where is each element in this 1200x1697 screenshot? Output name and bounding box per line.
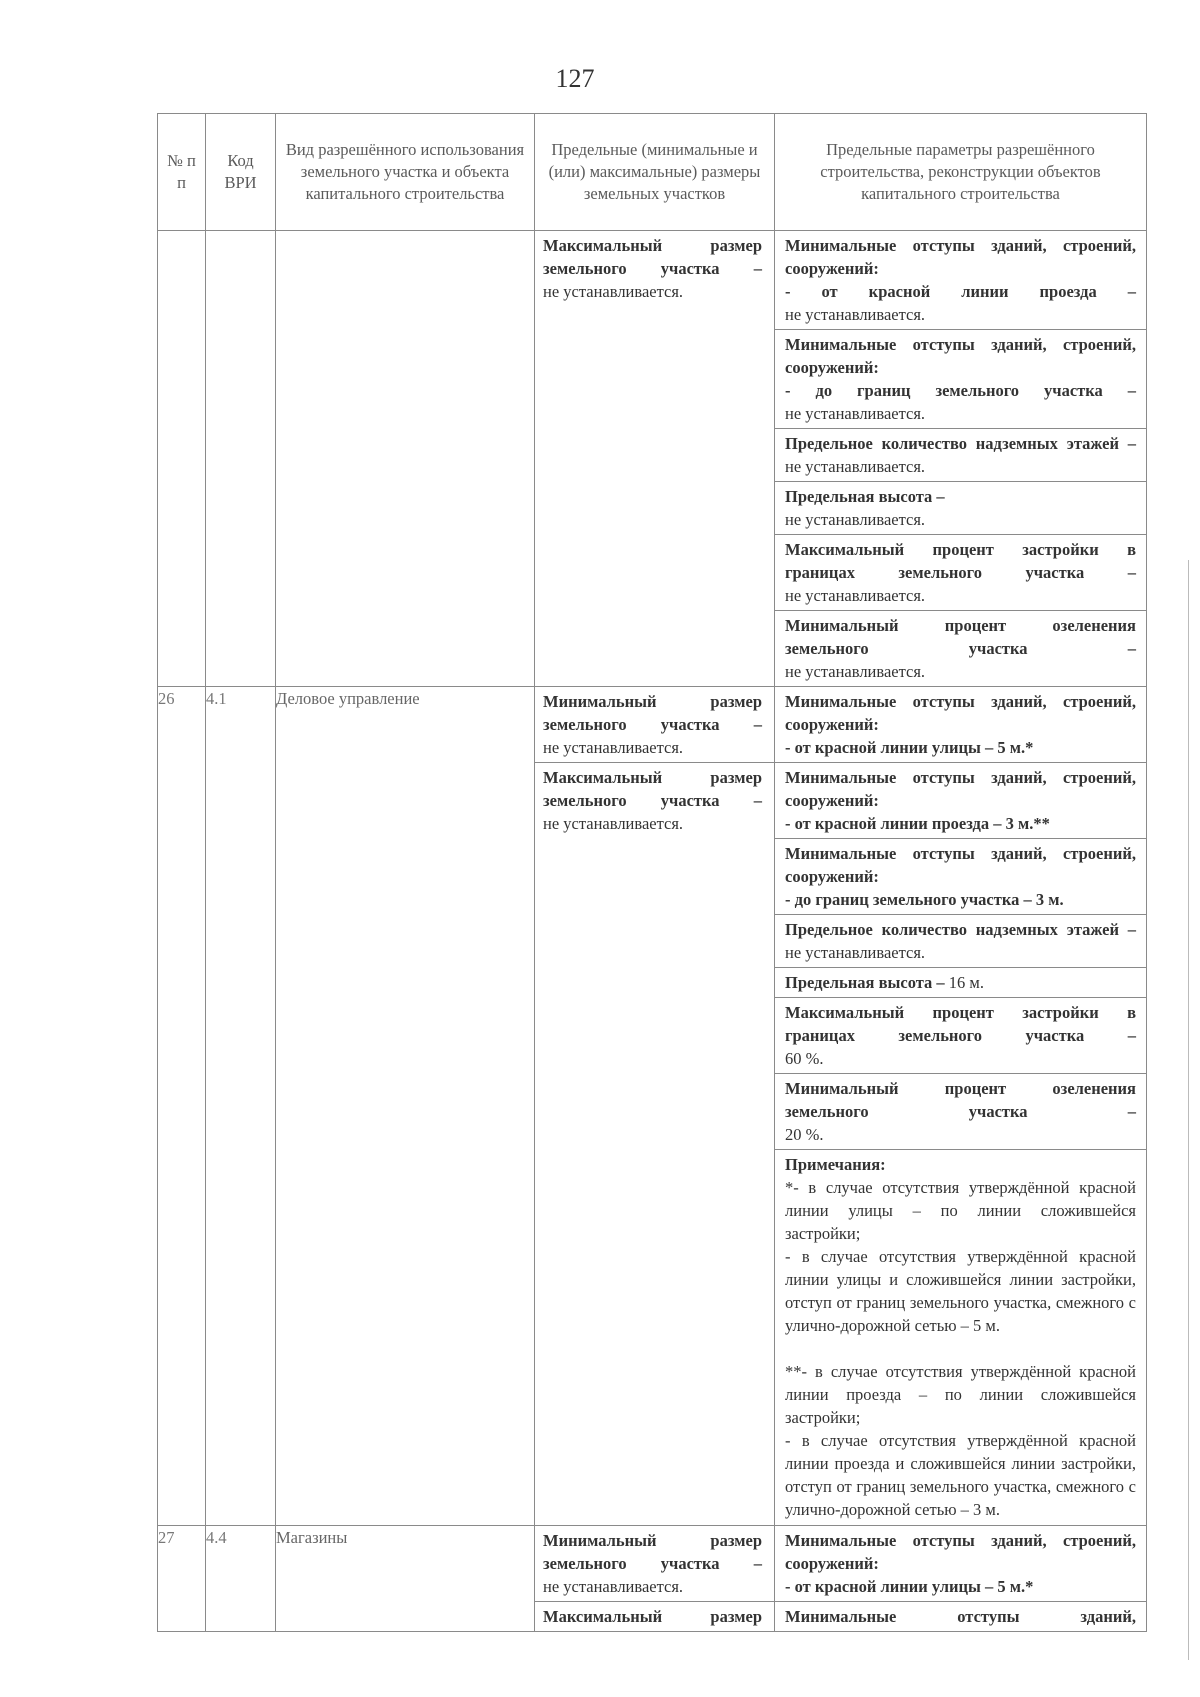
header-name: Вид разрешённого использования земельного участка и объекта капитального строительства bbox=[276, 114, 535, 231]
cell-limits bbox=[535, 231, 775, 687]
note-text: **- в случае отсутствия утверждённой красной линии проезда – по линии сложившейся застройки; bbox=[785, 1362, 1136, 1427]
cell-code: 4.4 bbox=[206, 1526, 276, 1632]
page-number: 127 bbox=[555, 64, 595, 93]
cell-params bbox=[775, 231, 1147, 687]
param-label: Максимальный процент застройки в границах земельного участка – bbox=[785, 540, 1136, 582]
limit-max-value: не устанавливается. bbox=[543, 814, 684, 833]
param-value: 20 %. bbox=[785, 1125, 824, 1144]
limit-min-label: Минимальный размер земельного участка – bbox=[543, 1531, 762, 1573]
param-label: Предельное количество надземных этажей – bbox=[785, 434, 1136, 453]
regulations-table bbox=[157, 113, 1147, 1632]
note-text: - в случае отсутствия утверждённой красной линии проезда и сложившейся линии застройки, отступ от границ земельного участка, смежного с улично-дорожной сетью – 3 м. bbox=[785, 1431, 1136, 1519]
header-num: № п п bbox=[158, 114, 206, 231]
param-label: Предельное количество надземных этажей – bbox=[785, 920, 1136, 939]
param-value: не устанавливается. bbox=[785, 943, 926, 962]
limit-max-label: Максимальный размер земельного участка – bbox=[543, 236, 762, 278]
param-label: Минимальные отступы зданий, bbox=[785, 1607, 1136, 1626]
param-value: не устанавливается. bbox=[785, 457, 926, 476]
param-label: Минимальные отступы зданий, строений, сооружений: bbox=[785, 1531, 1136, 1573]
param-value: не устанавливается. bbox=[785, 305, 926, 324]
cell-name: Деловое управление bbox=[276, 687, 535, 1526]
param-sub: - до границ земельного участка – bbox=[785, 381, 1136, 400]
header-limits: Предельные (минимальные и (или) максимальные) размеры земельных участков bbox=[535, 114, 775, 231]
param-value: не устанавливается. bbox=[785, 586, 926, 605]
table-row-26 bbox=[158, 687, 1147, 1526]
cell-limits bbox=[535, 1526, 775, 1632]
note-text: - в случае отсутствия утверждённой красной линии улицы и сложившейся линии застройки, отступ от границ земельного участка, смежного с улично-дорожной сетью – 5 м. bbox=[785, 1247, 1136, 1335]
param-label: Минимальный процент озеленения земельного участка – bbox=[785, 1079, 1136, 1121]
param-sub: - от красной линии улицы – 5 м.* bbox=[785, 738, 1034, 757]
cell-name: Магазины bbox=[276, 1526, 535, 1632]
table-row-27 bbox=[158, 1526, 1147, 1632]
scan-edge-line bbox=[1188, 560, 1189, 1660]
param-label: Предельная высота – bbox=[785, 973, 945, 992]
table-row bbox=[158, 231, 1147, 687]
limit-min-label: Минимальный размер земельного участка – bbox=[543, 692, 762, 734]
limit-min-value: не устанавливается. bbox=[543, 1577, 684, 1596]
cell-limits bbox=[535, 687, 775, 1526]
param-label: Минимальный процент озеленения земельного участка – bbox=[785, 616, 1136, 658]
param-value: не устанавливается. bbox=[785, 662, 926, 681]
param-sub: - от красной линии проезда – 3 м.** bbox=[785, 814, 1050, 833]
cell-code bbox=[206, 231, 276, 687]
cell-params bbox=[775, 1526, 1147, 1632]
param-sub: - до границ земельного участка – 3 м. bbox=[785, 890, 1064, 909]
param-label: Минимальные отступы зданий, строений, сооружений: bbox=[785, 236, 1136, 278]
limit-max-label: Максимальный размер bbox=[543, 1607, 762, 1626]
param-label: Максимальный процент застройки в границах земельного участка – bbox=[785, 1003, 1136, 1045]
param-value: 16 м. bbox=[948, 973, 984, 992]
param-value: не устанавливается. bbox=[785, 510, 926, 529]
param-label: Минимальные отступы зданий, строений, сооружений: bbox=[785, 335, 1136, 377]
limit-min-value: не устанавливается. bbox=[543, 738, 684, 757]
cell-params bbox=[775, 687, 1147, 1526]
cell-name bbox=[276, 231, 535, 687]
param-value: не устанавливается. bbox=[785, 404, 926, 423]
cell-code: 4.1 bbox=[206, 687, 276, 1526]
param-sub: - от красной линии улицы – 5 м.* bbox=[785, 1577, 1034, 1596]
cell-num bbox=[158, 231, 206, 687]
limit-max-value: не устанавливается. bbox=[543, 282, 684, 301]
param-label: Минимальные отступы зданий, строений, сооружений: bbox=[785, 768, 1136, 810]
table-header-row bbox=[158, 114, 1147, 231]
param-value: 60 %. bbox=[785, 1049, 824, 1068]
limit-max-label: Максимальный размер земельного участка – bbox=[543, 768, 762, 810]
note-text: *- в случае отсутствия утверждённой красной линии улицы – по линии сложившейся застройки; bbox=[785, 1178, 1136, 1243]
notes-title: Примечания: bbox=[785, 1155, 886, 1174]
param-label: Предельная высота – bbox=[785, 487, 945, 506]
param-label: Минимальные отступы зданий, строений, сооружений: bbox=[785, 692, 1136, 734]
header-params: Предельные параметры разрешённого строительства, реконструкции объектов капитального строительства bbox=[775, 114, 1147, 231]
param-label: Минимальные отступы зданий, строений, сооружений: bbox=[785, 844, 1136, 886]
cell-num: 27 bbox=[158, 1526, 206, 1632]
header-code: Код ВРИ bbox=[206, 114, 276, 231]
cell-num: 26 bbox=[158, 687, 206, 1526]
param-sub: - от красной линии проезда – bbox=[785, 282, 1136, 301]
